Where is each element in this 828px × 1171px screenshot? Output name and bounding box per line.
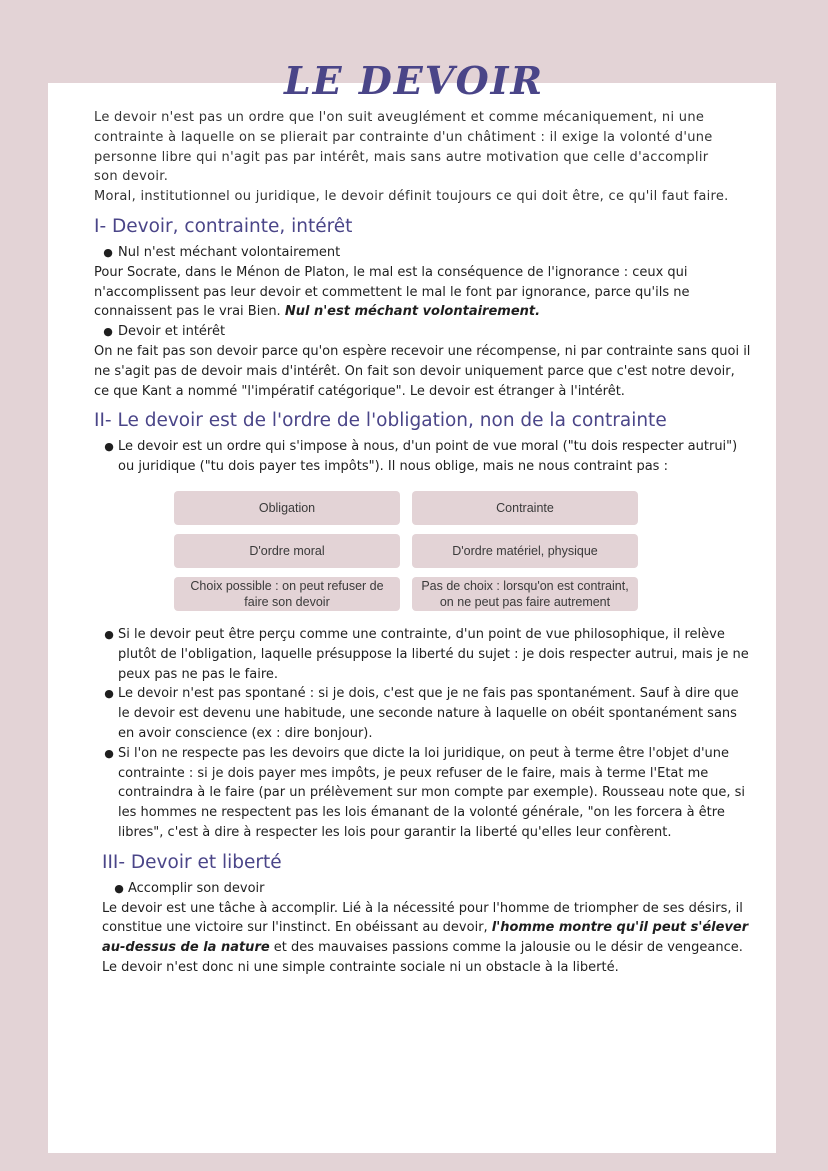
bullet-icon: ● bbox=[103, 325, 113, 339]
table-cell: Choix possible : on peut refuser de faire son devoir bbox=[174, 577, 400, 611]
document-body bbox=[94, 108, 754, 978]
bullet-icon: ● bbox=[104, 440, 114, 454]
page-title: LE DEVOIR bbox=[283, 58, 545, 103]
bullet-text: Devoir et intérêt bbox=[118, 324, 226, 340]
table-cell: Contrainte bbox=[412, 491, 638, 525]
table-cell: D'ordre matériel, physique bbox=[412, 534, 638, 568]
intro-paragraph: Le devoir n'est pas un ordre que l'on suit aveuglément et comme mécaniquement, ni une contrainte à laquelle on se plierait par contrainte d'un châtiment : il exige la volonté d'une personne libre qui n'agit pas par intérêt, mais sans autre motivation que celle d'accomplir son devoir. bbox=[94, 110, 713, 185]
table-cell: Pas de choix : lorsqu'on est contraint, on ne peut pas faire autrement bbox=[412, 577, 638, 611]
bullet-text: Nul n'est méchant volontairement bbox=[118, 244, 341, 260]
section-1 bbox=[94, 215, 754, 401]
bullet-text: Si le devoir peut être perçu comme une contrainte, d'un point de vue philosophique, il relève plutôt de l'obligation, laquelle présuppose la liberté du sujet : je dois respecter autrui, mais je ne peux pas ne pas le faire. bbox=[118, 626, 749, 682]
bullet-icon: ● bbox=[103, 245, 113, 259]
bullet-item bbox=[100, 684, 754, 743]
paragraph-text: Pour Socrate, dans le Ménon de Platon, le mal est la conséquence de l'ignorance : ceux qui n'accomplissent pas leur devoir et commettent le mal le font par ignorance, parce qu'ils ne connaissent pas le vrai Bien. bbox=[94, 264, 690, 320]
paragraph-text: Le devoir est une tâche à accomplir. Lié à la nécessité pour l'homme de triompher de ses désirs, il constitue une victoire sur l'instinct. En obéissant au devoir, bbox=[102, 900, 743, 936]
emphasis-text: l'homme montre qu'il peut s'élever au-dessus de la nature bbox=[102, 920, 749, 956]
intro-paragraph: Moral, institutionnel ou juridique, le devoir définit toujours ce qui doit être, ce qu'il faut faire. bbox=[94, 189, 729, 205]
bullet-text: Le devoir n'est pas spontané : si je dois, c'est que je ne fais pas spontanément. Sauf à dire que le devoir est devenu une habitude, une seconde nature à laquelle on obéit spontanément sans en avoir conscience (ex : dire bonjour). bbox=[118, 686, 739, 741]
table-cell: Obligation bbox=[174, 491, 400, 525]
bullet-item bbox=[100, 625, 754, 684]
section-1-paragraph bbox=[94, 263, 754, 322]
bullet-item bbox=[100, 744, 754, 843]
bullet-icon: ● bbox=[104, 746, 114, 760]
section-3-heading: III- Devoir et liberté bbox=[102, 851, 282, 873]
section-2-heading: II- Le devoir est de l'ordre de l'obligation, non de la contrainte bbox=[94, 410, 667, 432]
bullet-icon: ● bbox=[104, 687, 114, 701]
bullet-text: Le devoir est un ordre qui s'impose à nous, d'un point de vue moral ("tu dois respecter autrui") ou juridique ("tu dois payer tes impôts"). Il nous oblige, mais ne nous contraint pas : bbox=[118, 439, 738, 475]
bullet-icon: ● bbox=[114, 881, 124, 895]
bullet-item bbox=[98, 243, 754, 263]
intro bbox=[94, 108, 734, 207]
bullet-text: Si l'on ne respecte pas les devoirs que dicte la loi juridique, on peut à terme être l'objet d'une contrainte : si je dois payer mes impôts, je peux refuser de le faire, mais à terme l'Etat me contraindra à le faire (par un prélèvement sur mon compte par exemple). Rousseau note que, si les hommes ne respectent pas les lois émanant de la volonté générale, "on les forcera à être libres", c'est à dire à respecter les lois pour garantir la liberté qu'elles leur confèrent. bbox=[118, 745, 746, 840]
section-1-paragraph: On ne fait pas son devoir parce qu'on espère recevoir une récompense, ni par contrainte sans quoi il ne s'agit pas de devoir mais d'intérêt. On fait son devoir uniquement parce que c'est notre devoir, ce que Kant a nommé "l'impératif catégorique". Le devoir est étranger à l'intérêt. bbox=[94, 343, 751, 399]
bullet-text: Accomplir son devoir bbox=[128, 880, 265, 896]
table-cell: D'ordre moral bbox=[174, 534, 400, 568]
section-1-heading: I- Devoir, contrainte, intérêt bbox=[94, 215, 353, 237]
bullet-icon: ● bbox=[104, 627, 114, 641]
paragraph-text: et des mauvaises passions comme la jalousie ou le désir de vengeance. Le devoir n'est donc ni une simple contrainte sociale ni un obstacle à la liberté. bbox=[102, 940, 743, 975]
section-3 bbox=[102, 851, 754, 978]
bullet-item bbox=[98, 322, 754, 342]
bullet-item bbox=[100, 437, 754, 477]
section-2 bbox=[94, 409, 754, 842]
section-3-paragraph bbox=[102, 899, 754, 978]
comparison-table bbox=[174, 491, 754, 611]
emphasis-text: Nul n'est méchant volontairement. bbox=[284, 304, 541, 320]
bullet-item bbox=[110, 879, 754, 899]
